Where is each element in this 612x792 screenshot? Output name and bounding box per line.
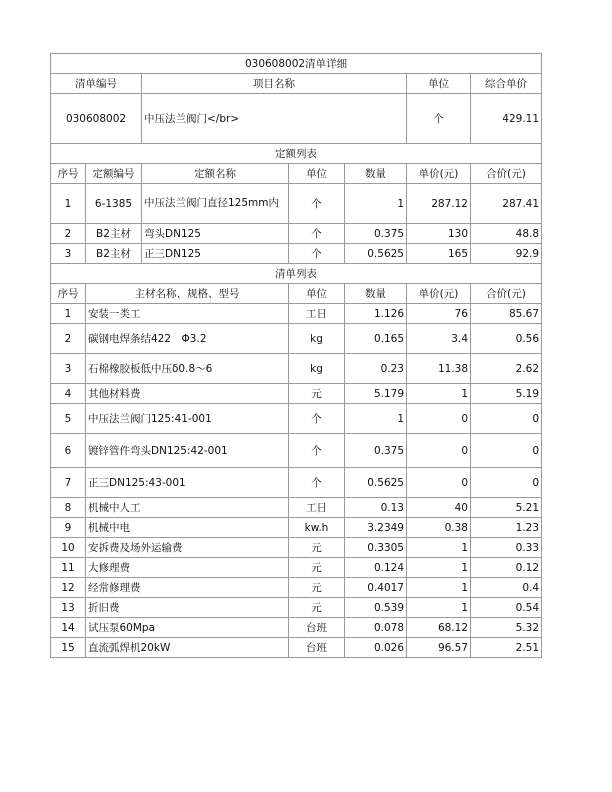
list-row bbox=[51, 384, 542, 404]
list-row-total: 0 bbox=[471, 404, 542, 434]
list-row-price: 96.57 bbox=[407, 638, 471, 658]
quota-col-name: 定额名称 bbox=[142, 164, 289, 184]
quota-row-code: B2主材 bbox=[86, 244, 142, 264]
list-row-total: 5.19 bbox=[471, 384, 542, 404]
list-row-unit: 元 bbox=[289, 558, 345, 578]
quota-col-no: 序号 bbox=[51, 164, 86, 184]
quota-row-qty: 0.375 bbox=[345, 224, 407, 244]
list-row-qty: 1 bbox=[345, 404, 407, 434]
list-row-qty: 5.179 bbox=[345, 384, 407, 404]
list-row-total: 2.62 bbox=[471, 354, 542, 384]
list-row-unit: 台班 bbox=[289, 618, 345, 638]
list-row-qty: 0.4017 bbox=[345, 578, 407, 598]
list-row bbox=[51, 518, 542, 538]
list-col-total: 合价(元) bbox=[471, 284, 542, 304]
list-row-unit: 个 bbox=[289, 468, 345, 498]
list-row-qty: 0.13 bbox=[345, 498, 407, 518]
list-row-total: 0.12 bbox=[471, 558, 542, 578]
list-row bbox=[51, 324, 542, 354]
list-row-no: 12 bbox=[51, 578, 86, 598]
list-row-unit: 个 bbox=[289, 404, 345, 434]
list-row-name: 中压法兰阀门125:41-001 bbox=[86, 404, 289, 434]
list-row bbox=[51, 538, 542, 558]
list-row-qty: 0.375 bbox=[345, 434, 407, 468]
list-row-unit: 工日 bbox=[289, 498, 345, 518]
list-row-unit: 台班 bbox=[289, 638, 345, 658]
list-row-no: 5 bbox=[51, 404, 86, 434]
quota-row-price: 130 bbox=[407, 224, 471, 244]
list-row bbox=[51, 304, 542, 324]
list-row-price: 0 bbox=[407, 468, 471, 498]
quota-col-code: 定额编号 bbox=[86, 164, 142, 184]
list-row-price: 0 bbox=[407, 434, 471, 468]
quota-col-unit: 单位 bbox=[289, 164, 345, 184]
list-row-unit: 个 bbox=[289, 434, 345, 468]
quota-row-total: 92.9 bbox=[471, 244, 542, 264]
list-row bbox=[51, 598, 542, 618]
list-row-no: 4 bbox=[51, 384, 86, 404]
list-row bbox=[51, 468, 542, 498]
list-row-name: 碳钢电焊条结422 Φ3.2 bbox=[86, 324, 289, 354]
item-unit: 个 bbox=[407, 94, 471, 144]
list-row-qty: 0.5625 bbox=[345, 468, 407, 498]
item-name: 中压法兰阀门</br> bbox=[142, 94, 407, 144]
list-row-price: 1 bbox=[407, 558, 471, 578]
list-row-name: 其他材料费 bbox=[86, 384, 289, 404]
list-row-qty: 0.124 bbox=[345, 558, 407, 578]
list-row-qty: 0.165 bbox=[345, 324, 407, 354]
list-row bbox=[51, 618, 542, 638]
list-row-total: 5.32 bbox=[471, 618, 542, 638]
detail-table bbox=[50, 53, 542, 658]
quota-col-price: 单价(元) bbox=[407, 164, 471, 184]
list-row-no: 2 bbox=[51, 324, 86, 354]
list-row-price: 0 bbox=[407, 404, 471, 434]
quota-row-total: 48.8 bbox=[471, 224, 542, 244]
list-row-name: 机械中人工 bbox=[86, 498, 289, 518]
quota-row bbox=[51, 184, 542, 224]
list-row-no: 14 bbox=[51, 618, 86, 638]
list-row-price: 76 bbox=[407, 304, 471, 324]
list-row-name: 镀锌管件弯头DN125:42-001 bbox=[86, 434, 289, 468]
quota-row-price: 165 bbox=[407, 244, 471, 264]
list-header-row bbox=[51, 284, 542, 304]
list-row-qty: 1.126 bbox=[345, 304, 407, 324]
list-row-price: 3.4 bbox=[407, 324, 471, 354]
quota-row-code: B2主材 bbox=[86, 224, 142, 244]
list-row-unit: 元 bbox=[289, 598, 345, 618]
quota-row-name: 弯头DN125 bbox=[142, 224, 289, 244]
quota-row-name: 中压法兰阀门直径125mm内 bbox=[142, 184, 289, 224]
list-row-no: 11 bbox=[51, 558, 86, 578]
quota-row-qty: 0.5625 bbox=[345, 244, 407, 264]
list-row-no: 1 bbox=[51, 304, 86, 324]
quota-row-unit: 个 bbox=[289, 244, 345, 264]
quota-row-qty: 1 bbox=[345, 184, 407, 224]
quota-section-title: 定额列表 bbox=[51, 144, 542, 164]
quota-row-no: 2 bbox=[51, 224, 86, 244]
list-row-unit: kw.h bbox=[289, 518, 345, 538]
list-row-name: 安装一类工 bbox=[86, 304, 289, 324]
quota-row-no: 3 bbox=[51, 244, 86, 264]
list-section-title: 清单列表 bbox=[51, 264, 542, 284]
list-row-total: 0.33 bbox=[471, 538, 542, 558]
list-col-no: 序号 bbox=[51, 284, 86, 304]
list-row-total: 1.23 bbox=[471, 518, 542, 538]
list-row-no: 3 bbox=[51, 354, 86, 384]
item-code: 030608002 bbox=[51, 94, 142, 144]
list-row-name: 直流弧焊机20kW bbox=[86, 638, 289, 658]
list-row-price: 1 bbox=[407, 384, 471, 404]
list-col-unit: 单位 bbox=[289, 284, 345, 304]
quota-row-code: 6-1385 bbox=[86, 184, 142, 224]
quota-header-row bbox=[51, 164, 542, 184]
list-row-no: 7 bbox=[51, 468, 86, 498]
list-row-name: 机械中电 bbox=[86, 518, 289, 538]
list-row-qty: 0.026 bbox=[345, 638, 407, 658]
quota-row bbox=[51, 244, 542, 264]
list-row bbox=[51, 404, 542, 434]
list-row-name: 安拆费及场外运输费 bbox=[86, 538, 289, 558]
list-row-price: 68.12 bbox=[407, 618, 471, 638]
list-row-no: 15 bbox=[51, 638, 86, 658]
list-row-total: 2.51 bbox=[471, 638, 542, 658]
list-row-total: 0 bbox=[471, 434, 542, 468]
list-row bbox=[51, 434, 542, 468]
list-row-no: 8 bbox=[51, 498, 86, 518]
list-row-name: 正三DN125:43-001 bbox=[86, 468, 289, 498]
list-row-unit: 元 bbox=[289, 538, 345, 558]
list-row-qty: 0.539 bbox=[345, 598, 407, 618]
list-row-unit: kg bbox=[289, 354, 345, 384]
quota-row-unit: 个 bbox=[289, 184, 345, 224]
list-row-name: 经常修理费 bbox=[86, 578, 289, 598]
list-row-no: 6 bbox=[51, 434, 86, 468]
list-row-qty: 0.23 bbox=[345, 354, 407, 384]
list-row-name: 大修理费 bbox=[86, 558, 289, 578]
list-row-total: 0.54 bbox=[471, 598, 542, 618]
list-col-name: 主材名称、规格、型号 bbox=[86, 284, 289, 304]
list-row-price: 1 bbox=[407, 538, 471, 558]
list-row-total: 0.56 bbox=[471, 324, 542, 354]
list-row bbox=[51, 558, 542, 578]
list-row bbox=[51, 354, 542, 384]
list-row-no: 13 bbox=[51, 598, 86, 618]
quota-col-qty: 数量 bbox=[345, 164, 407, 184]
list-row-qty: 0.078 bbox=[345, 618, 407, 638]
list-row-name: 石棉橡胶板低中压δ0.8～6 bbox=[86, 354, 289, 384]
list-row-qty: 0.3305 bbox=[345, 538, 407, 558]
quota-row-total: 287.41 bbox=[471, 184, 542, 224]
table-title: 030608002清单详细 bbox=[51, 54, 542, 74]
list-row bbox=[51, 638, 542, 658]
list-row-total: 0.4 bbox=[471, 578, 542, 598]
header-code-label: 清单编号 bbox=[51, 74, 142, 94]
list-row bbox=[51, 498, 542, 518]
list-row-price: 40 bbox=[407, 498, 471, 518]
list-row-no: 9 bbox=[51, 518, 86, 538]
list-col-price: 单价(元) bbox=[407, 284, 471, 304]
list-row-total: 5.21 bbox=[471, 498, 542, 518]
list-row-name: 折旧费 bbox=[86, 598, 289, 618]
list-row-price: 0.38 bbox=[407, 518, 471, 538]
header-price-label: 综合单价 bbox=[471, 74, 542, 94]
item-price: 429.11 bbox=[471, 94, 542, 144]
quota-row-price: 287.12 bbox=[407, 184, 471, 224]
list-row-qty: 3.2349 bbox=[345, 518, 407, 538]
header-unit-label: 单位 bbox=[407, 74, 471, 94]
list-row-unit: 工日 bbox=[289, 304, 345, 324]
header-name-label: 项目名称 bbox=[142, 74, 407, 94]
list-row-name: 试压泵60Mpa bbox=[86, 618, 289, 638]
list-row-total: 85.67 bbox=[471, 304, 542, 324]
list-row-price: 1 bbox=[407, 598, 471, 618]
quota-row-no: 1 bbox=[51, 184, 86, 224]
quota-row-unit: 个 bbox=[289, 224, 345, 244]
list-row-price: 1 bbox=[407, 578, 471, 598]
quota-row-name: 正三DN125 bbox=[142, 244, 289, 264]
list-row-price: 11.38 bbox=[407, 354, 471, 384]
list-row-no: 10 bbox=[51, 538, 86, 558]
list-row-unit: kg bbox=[289, 324, 345, 354]
quota-row bbox=[51, 224, 542, 244]
list-col-qty: 数量 bbox=[345, 284, 407, 304]
list-row bbox=[51, 578, 542, 598]
list-row-unit: 元 bbox=[289, 578, 345, 598]
list-row-total: 0 bbox=[471, 468, 542, 498]
quota-col-total: 合价(元) bbox=[471, 164, 542, 184]
list-row-unit: 元 bbox=[289, 384, 345, 404]
